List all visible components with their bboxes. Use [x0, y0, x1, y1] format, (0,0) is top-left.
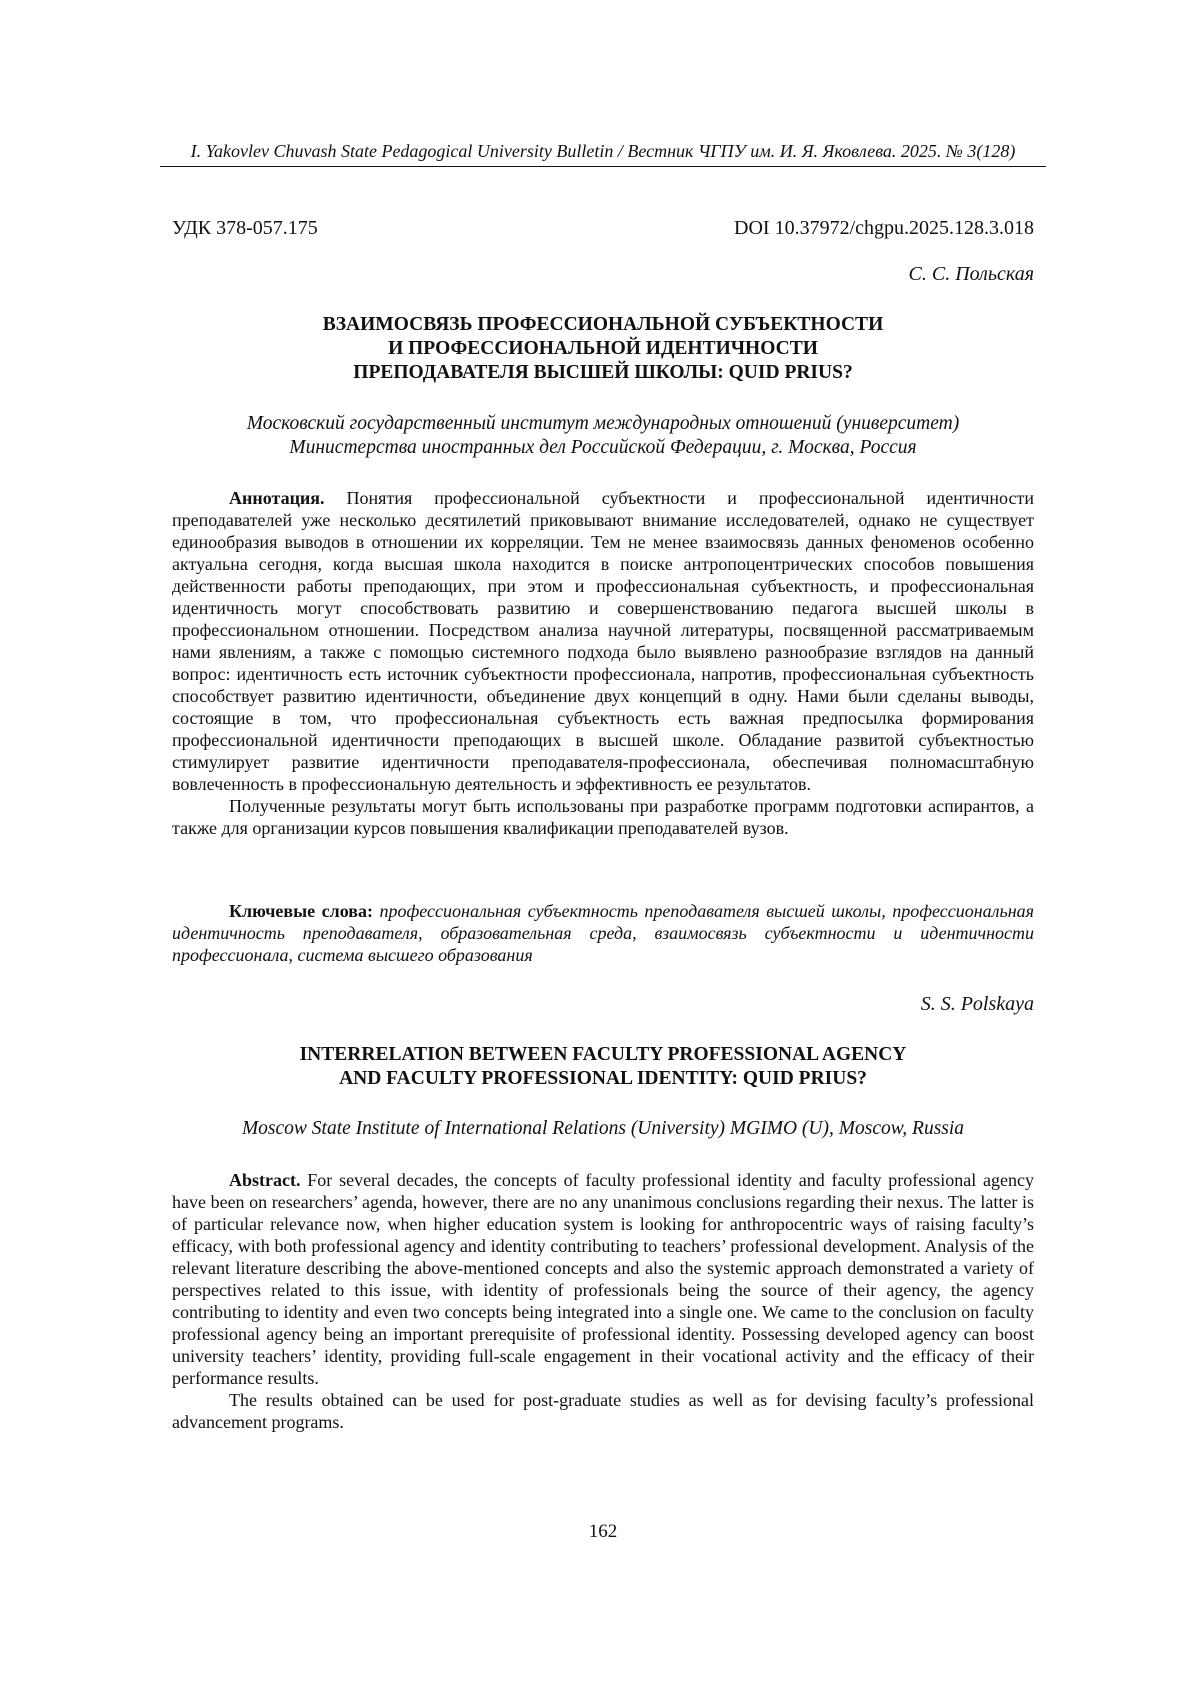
title-ru-line: ВЗАИМОСВЯЗЬ ПРОФЕССИОНАЛЬНОЙ СУБЪЕКТНОСТИ: [322, 314, 884, 335]
title-en-line: INTERRELATION BETWEEN FACULTY PROFESSIONAL AGENCY: [299, 1044, 907, 1065]
title-ru-line: ПРЕПОДАВАТЕЛЯ ВЫСШЕЙ ШКОЛЫ: QUID PRIUS?: [353, 362, 853, 383]
affiliation-ru: [172, 412, 1034, 460]
abstract-en-paragraph: [172, 1169, 1034, 1389]
running-header: I. Yakovlev Chuvash State Pedagogical University Bulletin / Вестник ЧГПУ им. И. Я. Яковлева. 2025. № 3(128): [190, 141, 1016, 161]
affiliation-en: [172, 1117, 1034, 1141]
affiliation-ru-line: Министерства иностранных дел Российской Федерации, г. Москва, Россия: [289, 437, 917, 458]
keywords-ru: [172, 900, 1034, 966]
abstract-ru-paragraph-2: Полученные результаты могут быть использованы при разработке программ подготовки аспирантов, а также для организации курсов повышения квалификации преподавателей вузов.: [172, 796, 1034, 838]
author-en: S. S. Polskaya: [920, 993, 1034, 1015]
affiliation-ru-line: Московский государственный институт международных отношений (университет): [246, 413, 960, 434]
abstract-en: [172, 1169, 1034, 1433]
abstract-ru: [172, 487, 1034, 839]
abstract-ru-paragraph: [172, 487, 1034, 795]
keywords-ru-label: Ключевые слова:: [229, 901, 373, 921]
page-number: 162: [588, 1521, 618, 1542]
paper-page: [172, 0, 1034, 1697]
author-ru: С. С. Польская: [908, 263, 1034, 285]
title-en-line: AND FACULTY PROFESSIONAL IDENTITY: QUID PRIUS?: [339, 1068, 867, 1089]
header-rule: [160, 166, 1046, 167]
abstract-ru-text: Понятия профессиональной субъектности и профессиональной идентичности преподавателей уже несколько десятилетий приковывают внимание исследователей, однако не существует единообразия выводов в отношении их корреляции. Тем не менее взаимосвязь данных феноменов особенно актуальна сегодня, когда высшая школа находится в поиске антропоцентрических способов повышения действенности работы преподающих, при этом и профессиональная субъектность, и профессиональная идентичность могут способствовать развитию и совершенствованию педагога высшей школы в профессиональном отношении. Посредством анализа научной литературы, посвященной рассматриваемым нами явлениям, а также с помощью системного подхода было выявлено разнообразие взглядов на данный вопрос: идентичность есть источник субъектности профессионала, напротив, профессиональная субъектность способствует развитию идентичности, объединение двух концепций в одну. Нами были сделаны выводы, состоящие в том, что профессиональная субъектность есть важная предпосылка формирования профессиональной идентичности преподающих в высшей школе. Обладание развитой субъектностью стимулирует развитие идентичности преподавателя-профессионала, обеспечивая полномасштабную вовлеченность в профессиональную деятельность и эффективность ее результатов.: [172, 488, 1034, 794]
keywords-ru-paragraph: [172, 900, 1034, 966]
udk-code: УДК 378-057.175: [172, 217, 318, 239]
title-en: [172, 1043, 1034, 1091]
abstract-en-text: For several decades, the concepts of faculty professional identity and faculty professional agency have been on researchers’ agenda, however, there are no any unanimous conclusions regarding their nexus. The latter is of particular relevance now, when higher education system is looking for anthropocentric ways of raising faculty’s efficacy, with both professional agency and identity contributing to teachers’ professional development. Analysis of the relevant literature describing the above-mentioned concepts and also the systemic approach demonstrated a variety of perspectives related to this issue, with identity of professionals being the source of their agency, the agency contributing to identity and even two concepts being integrated into a single one. We came to the conclusion on faculty professional agency being an important prerequisite of professional identity. Possessing developed agency can boost university teachers’ identity, providing full-scale engagement in their vocational activity and the efficacy of their performance results.: [172, 1170, 1035, 1388]
abstract-en-paragraph-2: The results obtained can be used for post-graduate studies as well as for devising faculty’s professional advancement programs.: [172, 1390, 1034, 1432]
doi: DOI 10.37972/chgpu.2025.128.3.018: [734, 217, 1034, 239]
title-ru: [172, 313, 1034, 385]
title-ru-line: И ПРОФЕССИОНАЛЬНОЙ ИДЕНТИЧНОСТИ: [388, 338, 818, 359]
affiliation-en-line: Moscow State Institute of International Relations (University) MGIMO (U), Moscow, Russia: [241, 1118, 965, 1139]
keywords-ru-text: профессиональная субъектность преподавателя высшей школы, профессиональная идентичность преподавателя, образовательная среда, взаимосвязь субъектности и идентичности профессионала, система высшего образования: [172, 901, 1034, 965]
abstract-ru-label: Аннотация.: [229, 488, 325, 508]
abstract-en-label: Abstract.: [229, 1170, 301, 1190]
